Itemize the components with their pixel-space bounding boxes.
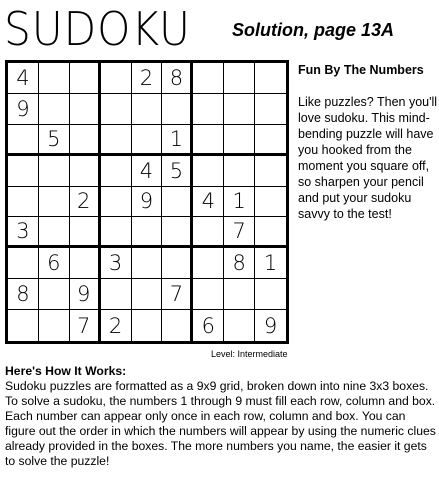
sudoku-cell[interactable]: 8: [162, 63, 193, 94]
sudoku-cell[interactable]: [70, 248, 101, 279]
sudoku-cell[interactable]: [193, 217, 224, 248]
sudoku-cell[interactable]: [39, 187, 70, 218]
sudoku-cell[interactable]: [70, 217, 101, 248]
sudoku-cell[interactable]: [132, 217, 163, 248]
sudoku-cell[interactable]: [255, 94, 286, 125]
sudoku-cell[interactable]: 7: [162, 279, 193, 310]
sudoku-cell[interactable]: 6: [193, 310, 224, 341]
sudoku-cell[interactable]: [70, 94, 101, 125]
sudoku-cell[interactable]: [224, 156, 255, 187]
sudoku-cell[interactable]: [193, 156, 224, 187]
sudoku-cell[interactable]: [8, 125, 39, 156]
sudoku-cell[interactable]: [162, 217, 193, 248]
sudoku-cell[interactable]: 5: [162, 156, 193, 187]
sidebar-body: Like puzzles? Then you'll love sudoku. This mind-bending puzzle will have you hooked from the moment you square off, so sharpen your pencil and put your sudoku savvy to the test!: [298, 95, 438, 221]
sudoku-cell[interactable]: 4: [132, 156, 163, 187]
sudoku-cell[interactable]: [224, 94, 255, 125]
sudoku-grid: [5, 60, 289, 344]
sudoku-cell[interactable]: [39, 63, 70, 94]
sudoku-cell[interactable]: 9: [70, 279, 101, 310]
sudoku-cell[interactable]: 4: [8, 63, 39, 94]
sudoku-cell[interactable]: [193, 279, 224, 310]
sudoku-cell[interactable]: [255, 125, 286, 156]
sudoku-cell[interactable]: [193, 94, 224, 125]
sudoku-cell[interactable]: [162, 310, 193, 341]
sudoku-cell[interactable]: [101, 125, 132, 156]
sudoku-cell[interactable]: [101, 279, 132, 310]
sudoku-cell[interactable]: 9: [132, 187, 163, 218]
sudoku-cell[interactable]: 3: [101, 248, 132, 279]
sudoku-cell[interactable]: 1: [162, 125, 193, 156]
sudoku-cell[interactable]: [132, 310, 163, 341]
instructions-body: Sudoku puzzles are formatted as a 9x9 grid, broken down into nine 3x3 boxes. To solve a sudoku, the numbers 1 through 9 must fill each row, column and box. Each number can appear only once in each row, column and box. You can figure out the order in which the numbers will appear by using the numeric clues already provided in the boxes. The more numbers you name, the easier it gets to solve the puzzle!: [5, 379, 436, 468]
instructions-title: Here's How It Works:: [5, 364, 127, 378]
sudoku-cell[interactable]: [224, 279, 255, 310]
sudoku-cell[interactable]: [39, 94, 70, 125]
sudoku-cell[interactable]: 5: [39, 125, 70, 156]
sudoku-cell[interactable]: [132, 279, 163, 310]
sudoku-cell[interactable]: [39, 217, 70, 248]
sudoku-cell[interactable]: [193, 63, 224, 94]
sudoku-cell[interactable]: 6: [39, 248, 70, 279]
sudoku-cell[interactable]: [162, 248, 193, 279]
sudoku-cell[interactable]: [162, 187, 193, 218]
sudoku-cell[interactable]: [255, 156, 286, 187]
sudoku-cell[interactable]: [132, 125, 163, 156]
sidebar: [298, 62, 438, 222]
sudoku-cell[interactable]: 2: [132, 63, 163, 94]
sudoku-cell[interactable]: [8, 156, 39, 187]
sudoku-cell[interactable]: [39, 156, 70, 187]
sudoku-cell[interactable]: 7: [224, 217, 255, 248]
sudoku-cell[interactable]: [101, 187, 132, 218]
sudoku-cell[interactable]: 1: [255, 248, 286, 279]
difficulty-level: Level: Intermediate: [211, 349, 288, 359]
sudoku-cell[interactable]: [132, 248, 163, 279]
sudoku-cell[interactable]: [255, 63, 286, 94]
sudoku-cell[interactable]: [255, 279, 286, 310]
sudoku-cell[interactable]: [8, 310, 39, 341]
sudoku-cell[interactable]: [193, 248, 224, 279]
sudoku-cell[interactable]: [162, 94, 193, 125]
sudoku-cell[interactable]: [255, 187, 286, 218]
sudoku-cell[interactable]: 7: [70, 310, 101, 341]
sudoku-cell[interactable]: [101, 156, 132, 187]
sudoku-cell[interactable]: 8: [224, 248, 255, 279]
sudoku-cell[interactable]: [224, 63, 255, 94]
sudoku-cell[interactable]: [8, 187, 39, 218]
sudoku-cell[interactable]: [70, 63, 101, 94]
sudoku-cell[interactable]: [70, 125, 101, 156]
sudoku-cell[interactable]: [70, 156, 101, 187]
sudoku-cell[interactable]: 9: [263, 313, 278, 338]
sudoku-cell[interactable]: 2: [70, 187, 101, 218]
instructions: [5, 364, 437, 469]
sudoku-cell[interactable]: [224, 310, 255, 341]
sudoku-cell[interactable]: 4: [193, 187, 224, 218]
sudoku-cell[interactable]: 8: [8, 279, 39, 310]
sudoku-cell[interactable]: [8, 248, 39, 279]
sudoku-cell[interactable]: [101, 63, 132, 94]
sudoku-cell[interactable]: [224, 125, 255, 156]
sudoku-cell[interactable]: 3: [8, 217, 39, 248]
sudoku-cell[interactable]: [132, 94, 163, 125]
sidebar-title: Fun By The Numbers: [298, 63, 424, 77]
sudoku-cell[interactable]: [193, 125, 224, 156]
sudoku-cell[interactable]: 9: [8, 94, 39, 125]
page-title: SUDOKU: [4, 2, 191, 56]
sudoku-cell[interactable]: [101, 94, 132, 125]
sudoku-cell[interactable]: [39, 310, 70, 341]
sudoku-cell[interactable]: [39, 279, 70, 310]
solution-reference: Solution, page 13A: [232, 20, 395, 40]
sudoku-cell[interactable]: 2: [101, 310, 132, 341]
sudoku-cell[interactable]: 1: [224, 187, 255, 218]
sudoku-cell[interactable]: [255, 217, 286, 248]
sudoku-cell[interactable]: [101, 217, 132, 248]
